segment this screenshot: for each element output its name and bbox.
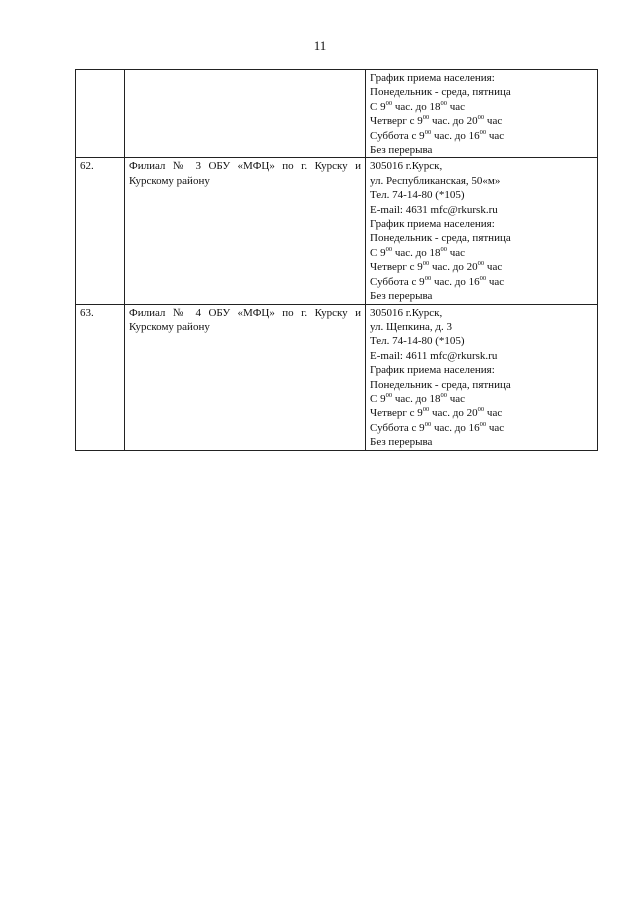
break-info: Без перерыва (370, 290, 433, 303)
table-row (76, 158, 598, 304)
weekday-hours: С $9^{00}$ час. до $18^{00}$ час (370, 245, 466, 259)
phone: Тел. 74-14-80 (*105) (370, 189, 465, 202)
row-number-cell (76, 70, 125, 158)
table-row (76, 70, 598, 158)
contact-info-cell (366, 304, 598, 450)
table-row (76, 304, 598, 450)
contact-info-cell (366, 70, 598, 158)
address-city: 305016 г.Курск, (370, 306, 443, 319)
schedule-days: Понедельник - среда, пятница (370, 86, 511, 99)
email: E-mail: 4631 mfc@rkursk.ru (370, 203, 498, 216)
thursday-hours: Четверг с $9^{00}$ час. до $20^{00}$ час (370, 406, 503, 420)
saturday-hours: Суббота с $9^{00}$ час. до $16^{00}$ час (370, 420, 505, 434)
saturday-hours: Суббота с $9^{00}$ час. до $16^{00}$ час (370, 274, 505, 288)
break-info: Без перерыва (370, 144, 433, 157)
break-info: Без перерыва (370, 436, 433, 449)
row-number-cell: 63. (76, 304, 125, 450)
email: E-mail: 4611 mfc@rkursk.ru (370, 349, 498, 362)
thursday-hours: Четверг с $9^{00}$ час. до $20^{00}$ час (370, 114, 503, 128)
address-city: 305016 г.Курск, (370, 160, 443, 173)
branch-name-cell (125, 70, 366, 158)
branch-name-cell: Филиал № 3 ОБУ «МФЦ» по г. Курску и Курскому району (125, 158, 366, 304)
schedule-title: График приема населения: (370, 218, 495, 231)
schedule-title: График приема населения: (370, 364, 495, 377)
weekday-hours: С $9^{00}$ час. до $18^{00}$ час (370, 391, 466, 405)
row-number-cell: 62. (76, 158, 125, 304)
schedule-days: Понедельник - среда, пятница (370, 232, 511, 245)
branch-name-cell: Филиал № 4 ОБУ «МФЦ» по г. Курску и Курскому району (125, 304, 366, 450)
phone: Тел. 74-14-80 (*105) (370, 335, 465, 348)
contact-info-cell (366, 158, 598, 304)
schedule-days: Понедельник - среда, пятница (370, 378, 511, 391)
weekday-hours: С $9^{00}$ час. до $18^{00}$ час (370, 99, 466, 113)
thursday-hours: Четверг с $9^{00}$ час. до $20^{00}$ час (370, 260, 503, 274)
branches-table (75, 69, 598, 451)
schedule-title: График приема населения: (370, 72, 495, 84)
address-street: ул. Щепкина, д. 3 (370, 320, 452, 333)
address-street: ул. Республиканская, 50«м» (370, 174, 501, 187)
saturday-hours: Суббота с $9^{00}$ час. до $16^{00}$ час (370, 128, 505, 142)
page-number: 11 (313, 38, 327, 53)
